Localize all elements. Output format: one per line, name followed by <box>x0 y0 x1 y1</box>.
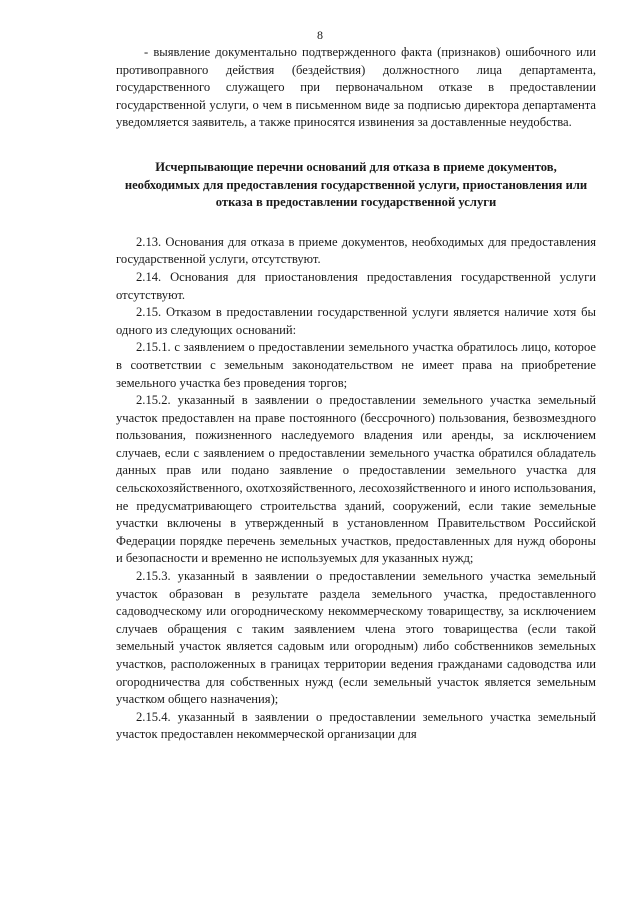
paragraph-2-15: 2.15. Отказом в предоставлении государственной услуги является наличие хотя бы одного из следующих оснований: <box>116 305 596 337</box>
section-heading: Исчерпывающие перечни оснований для отказа в приеме документов, необходимых для предоставления государственной услуги, приостановления или отказа в предоставлении государственной услуги <box>124 159 588 210</box>
paragraph-2-13: 2.13. Основания для отказа в приеме документов, необходимых для предоставления государственной услуги, отсутствуют. <box>116 234 596 267</box>
paragraph-2-15-3: 2.15.3. указанный в заявлении о предоставлении земельного участка земельный участок образован в результате раздела земельного участка, предоставленного садоводческому или огородническому некоммерческому товариществу, за исключением случаев обращения с таким заявлением члена этого товарищества (если такой земельный участок является садовым или огородным) либо собственников земельных участков, расположенных в границах территории ведения гражданами садоводства или огородничества для собственных нужд (если земельный участок является земельным участком общего назначения); <box>116 569 596 707</box>
document-body <box>116 44 596 744</box>
paragraph-2-15-2: 2.15.2. указанный в заявлении о предоставлении земельного участка земельный участок предоставлен на праве постоянного (бессрочного) пользования, безвозмездного пользования, пожизненного наследуемого владения или аренды, за исключением случаев, если с заявлением о предоставлении земельного участка обратился обладатель данных прав или подано заявление о предоставлении земельного участка для сельскохозяйственного, охотхозяйственного, лесохозяйственного и иного использования, не предусматривающего строительства зданий, сооружений, если такие земельные участки включены в утвержденный в установленном Правительством Российской Федерации порядке перечень земельных участков, предоставленных для нужд обороны и безопасности и временно не используемых для указанных нужд; <box>116 393 596 566</box>
paragraph-2-14: 2.14. Основания для приостановления предоставления государственной услуги отсутствуют. <box>116 269 596 302</box>
page-number: 8 <box>317 28 323 42</box>
intro-paragraph: - выявление документально подтвержденного факта (признаков) ошибочного или противоправного действия (бездействия) должностного лица департамента, государственного служащего при первоначальном отказе в предоставлении государственной услуги, о чем в письменном виде за подписью директора департамента уведомляется заявитель, а также приносятся извинения за доставленные неудобства. <box>116 45 596 130</box>
paragraph-2-15-4: 2.15.4. указанный в заявлении о предоставлении земельного участка земельный участок предоставлен некоммерческой организации для <box>116 709 596 742</box>
paragraph-2-15-1: 2.15.1. с заявлением о предоставлении земельного участка обратилось лицо, которое в соответствии с земельным законодательством не имеет права на приобретение земельного участка без проведения торгов; <box>116 340 596 390</box>
